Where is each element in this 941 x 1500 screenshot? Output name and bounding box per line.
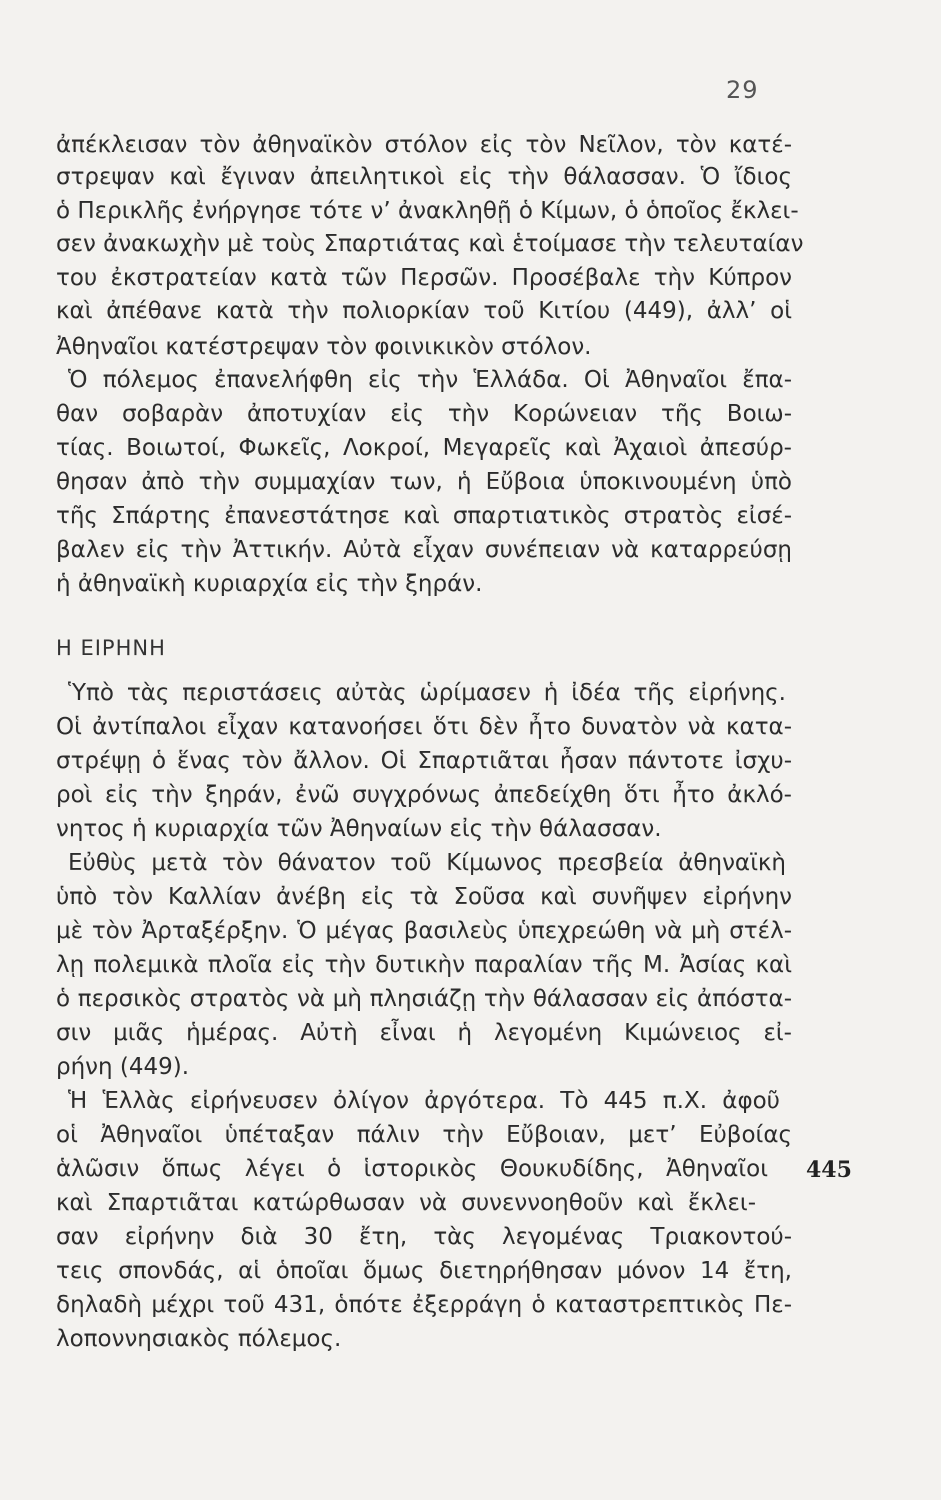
text-line: Οἱ ἀντίπαλοι εἶχαν κατανοήσει ὅτι δὲν ἦτο δυνατὸν νὰ κατα- xyxy=(56,714,792,740)
text-line: Ἡ Ἑλλὰς εἰρήνευσεν ὀλίγον ἀργότερα. Τὸ 445 π.Χ. ἀφοῦ xyxy=(68,1088,780,1114)
text-line: Ἀθηναῖοι κατέστρεψαν τὸν φοινικικὸν στόλον. xyxy=(56,334,592,360)
text-line: ὑπὸ τὸν Καλλίαν ἀνέβη εἰς τὰ Σοῦσα καὶ συνῆψεν εἰρήνην xyxy=(56,884,792,910)
text-line: Εὐθὺς μετὰ τὸν θάνατον τοῦ Κίμωνος πρεσβεία ἀθηναϊκὴ xyxy=(68,850,786,876)
text-line: δηλαδὴ μέχρι τοῦ 431, ὁπότε ἐξερράγη ὁ καταστρεπτικὸς Πε- xyxy=(56,1292,792,1318)
text-line: τῆς Σπάρτης ἐπανεστάτησε καὶ σπαρτιατικὸς στρατὸς εἰσέ- xyxy=(56,503,792,529)
text-line: σιν μιᾶς ἡμέρας. Αὐτὴ εἶναι ἡ λεγομένη Κιμώνειος εἰ- xyxy=(56,1020,792,1046)
text-line: καὶ ἀπέθανε κατὰ τὴν πολιορκίαν τοῦ Κιτίου (449), ἀλλ’ οἱ xyxy=(56,298,792,324)
text-line: θαν σοβαρὰν ἀποτυχίαν εἰς τὴν Κορώνειαν τῆς Βοιω- xyxy=(56,401,792,427)
text-line: καὶ Σπαρτιᾶται κατώρθωσαν νὰ συνεννοηθοῦν καὶ ἔκλει- xyxy=(56,1190,756,1216)
text-line: λοποννησιακὸς πόλεμος. xyxy=(56,1326,342,1352)
text-line: ὁ περσικὸς στρατὸς νὰ μὴ πλησιάζῃ τὴν θάλασσαν εἰς ἀπόστα- xyxy=(56,986,792,1012)
section-heading: Η ΕΙΡΗΝΗ xyxy=(56,636,166,660)
text-line: ροὶ εἰς τὴν ξηράν, ἐνῶ συγχρόνως ἀπεδείχθη ὅτι ἦτο ἀκλό- xyxy=(56,782,792,808)
text-line: στρεψαν καὶ ἔγιναν ἀπειλητικοὶ εἰς τὴν θάλασσαν. Ὁ ἴδιος xyxy=(56,164,792,190)
text-line: Ὁ πόλεμος ἐπανελήφθη εἰς τὴν Ἑλλάδα. Οἱ Ἀθηναῖοι ἔπα- xyxy=(68,367,792,393)
text-line: θησαν ἀπὸ τὴν συμμαχίαν των, ἡ Εὔβοια ὑποκινουμένη ὑπὸ xyxy=(56,469,792,495)
text-line: σαν εἰρήνην διὰ 30 ἔτη, τὰς λεγομένας Τριακοντού- xyxy=(56,1224,792,1250)
text-line: τεις σπονδάς, αἱ ὁποῖαι ὅμως διετηρήθησαν μόνον 14 ἔτη, xyxy=(56,1258,792,1284)
margin-year-note: 445 xyxy=(806,1157,852,1183)
text-line: τίας. Βοιωτοί, Φωκεῖς, Λοκροί, Μεγαρεῖς καὶ Ἀχαιοὶ ἀπεσύρ- xyxy=(56,435,792,461)
text-line: ἡ ἀθηναϊκὴ κυριαρχία εἰς τὴν ξηράν. xyxy=(56,571,483,597)
text-line: μὲ τὸν Ἀρταξέρξην. Ὁ μέγας βασιλεὺς ὑπεχρεώθη νὰ μὴ στέλ- xyxy=(56,918,792,944)
text-line: Ὑπὸ τὰς περιστάσεις αὐτὰς ὡρίμασεν ἡ ἰδέα τῆς εἰρήνης. xyxy=(68,680,786,706)
text-line: στρέψῃ ὁ ἕνας τὸν ἄλλον. Οἱ Σπαρτιᾶται ἦσαν πάντοτε ἰσχυ- xyxy=(56,748,792,774)
page-number: 29 xyxy=(726,76,759,104)
text-line: ὁ Περικλῆς ἐνήργησε τότε ν’ ἀνακληθῇ ὁ Κίμων, ὁ ὁποῖος ἔκλει- xyxy=(56,198,799,224)
text-line: σεν ἀνακωχὴν μὲ τοὺς Σπαρτιάτας καὶ ἑτοίμασε τὴν τελευταίαν xyxy=(56,231,804,257)
text-line: βαλεν εἰς τὴν Ἀττικήν. Αὐτὰ εἶχαν συνέπειαν νὰ καταρρεύσῃ xyxy=(56,537,792,563)
text-line: οἱ Ἀθηναῖοι ὑπέταξαν πάλιν τὴν Εὔβοιαν, μετ’ Εὐβοίας xyxy=(56,1122,792,1148)
text-line: λῃ πολεμικὰ πλοῖα εἰς τὴν δυτικὴν παραλίαν τῆς Μ. Ἀσίας καὶ xyxy=(56,952,792,978)
text-line: ἀπέκλεισαν τὸν ἀθηναϊκὸν στόλον εἰς τὸν Νεῖλον, τὸν κατέ- xyxy=(56,132,792,158)
text-line: νητος ἡ κυριαρχία τῶν Ἀθηναίων εἰς τὴν θάλασσαν. xyxy=(56,816,662,842)
text-line: ἁλῶσιν ὅπως λέγει ὁ ἱστορικὸς Θουκυδίδης, Ἀθηναῖοι xyxy=(56,1156,768,1182)
text-line: του ἐκστρατείαν κατὰ τῶν Περσῶν. Προσέβαλε τὴν Κύπρον xyxy=(56,265,792,291)
text-line: ρήνη (449). xyxy=(56,1054,190,1080)
